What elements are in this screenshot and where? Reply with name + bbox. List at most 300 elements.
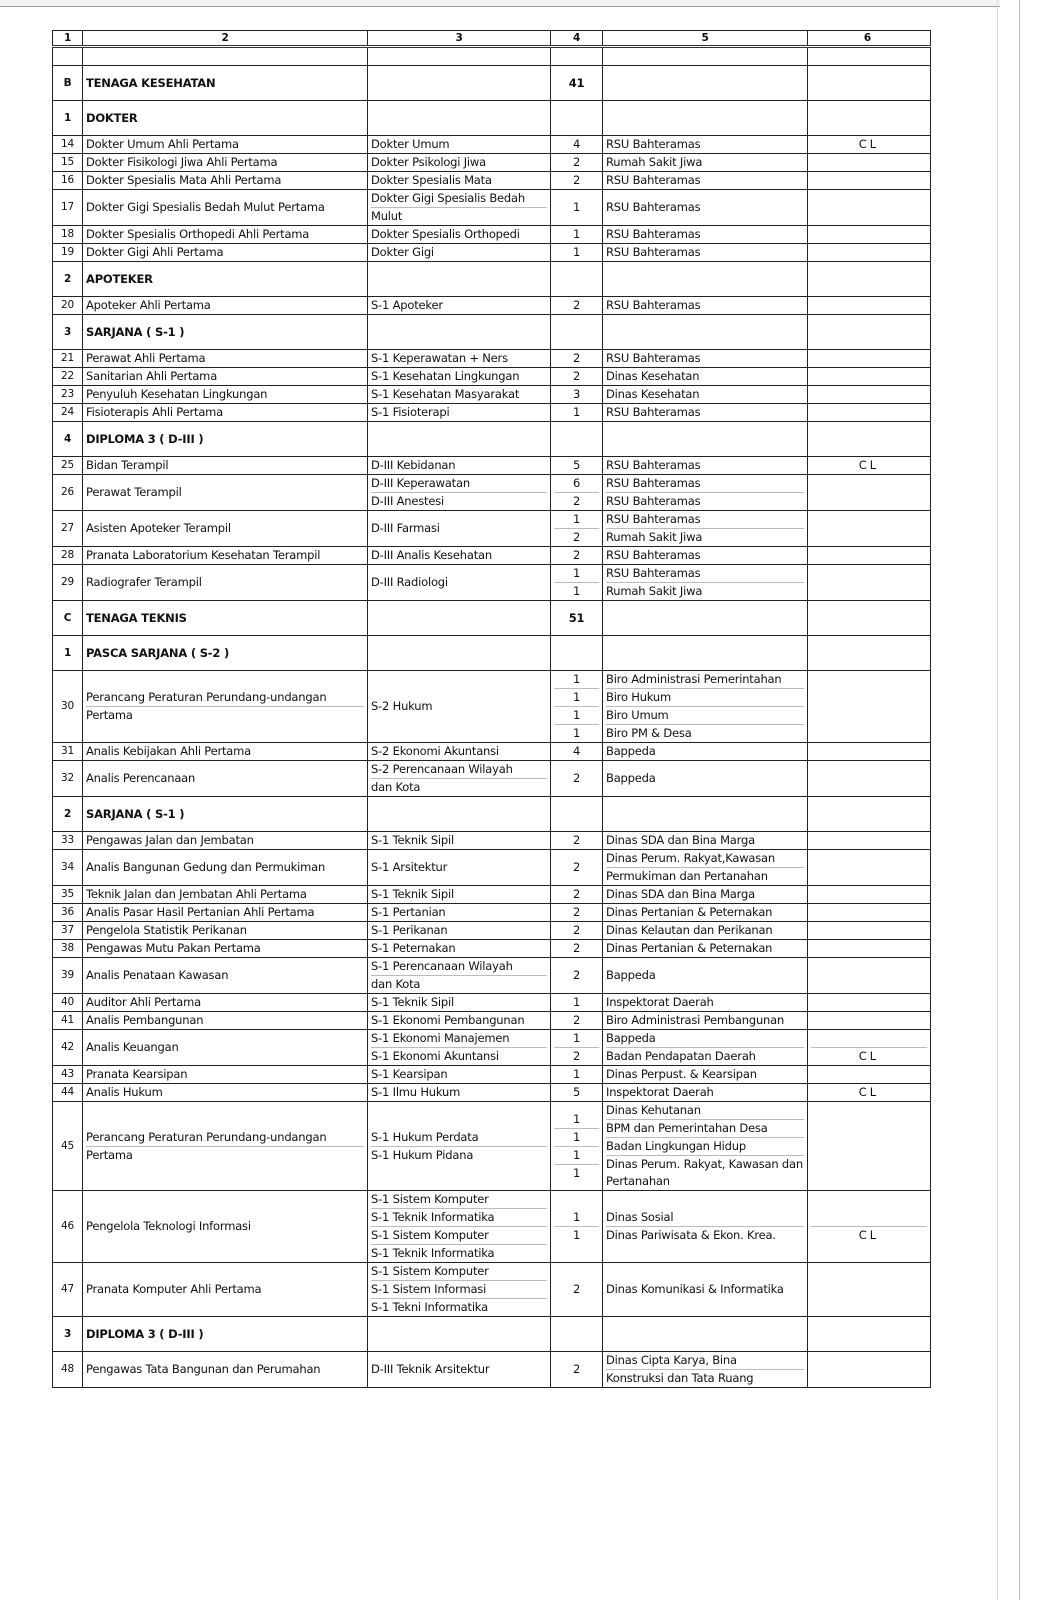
jabatan-line: Fisioterapis Ahli Pertama — [86, 405, 224, 419]
section-row — [53, 636, 931, 671]
jumlah-line: 1 — [554, 671, 599, 689]
unit-line: RSU Bahteramas — [606, 245, 701, 259]
unit-line: Rumah Sakit Jiwa — [606, 155, 703, 169]
unit-line: BPM dan Pemerintahan Desa — [606, 1120, 804, 1138]
ket-line: CL — [858, 1049, 880, 1063]
section-title: TENAGA TEKNIS — [83, 601, 368, 636]
cell-unit — [603, 832, 808, 850]
section-number: 3 — [53, 315, 83, 350]
ket-line — [811, 244, 927, 261]
ket-line — [811, 1030, 927, 1048]
cell-no: 44 — [53, 1084, 83, 1102]
cell-unit — [603, 386, 808, 404]
cell-kualifikasi — [368, 565, 551, 601]
empty-cell — [808, 1317, 931, 1352]
section-title: DIPLOMA 3 ( D-III ) — [83, 422, 368, 457]
kualifikasi-line: D-III Anestesi — [371, 494, 445, 508]
section-row — [53, 66, 931, 101]
table-row — [53, 743, 931, 761]
cell-ket — [808, 350, 931, 368]
cell-ket — [808, 671, 931, 743]
section-title: SARJANA ( S-1 ) — [83, 315, 368, 350]
cell-unit — [603, 1030, 808, 1066]
cell-jabatan — [83, 172, 368, 190]
cell-kualifikasi — [368, 297, 551, 315]
cell-no: 19 — [53, 244, 83, 262]
empty-cell — [603, 1317, 808, 1352]
cell-kualifikasi — [368, 244, 551, 262]
jumlah-line: 2 — [572, 887, 581, 901]
cell-no: 24 — [53, 404, 83, 422]
kualifikasi-line: S-1 Kearsipan — [371, 1067, 448, 1081]
jumlah-line: 5 — [572, 1085, 581, 1099]
cell-no: 34 — [53, 850, 83, 886]
cell-jumlah — [551, 886, 603, 904]
jabatan-line: Perancang Peraturan Perundang-undangan — [86, 1129, 364, 1147]
scan-right-edge — [1019, 0, 1020, 1600]
table-row — [53, 190, 931, 226]
jumlah-line: 1 — [554, 1129, 599, 1147]
cell-no: 26 — [53, 475, 83, 511]
jumlah-line: 1 — [572, 405, 581, 419]
empty-cell — [368, 1317, 551, 1352]
cell-jabatan — [83, 368, 368, 386]
jumlah-line: 2 — [572, 968, 581, 982]
kualifikasi-line: Dokter Spesialis Orthopedi — [371, 227, 520, 241]
jabatan-line: Teknik Jalan dan Jembatan Ahli Pertama — [86, 887, 307, 901]
column-number-header — [53, 31, 931, 47]
cell-no: 43 — [53, 1066, 83, 1084]
cell-ket — [808, 1263, 931, 1317]
unit-line: RSU Bahteramas — [606, 565, 804, 583]
kualifikasi-line: S-1 Teknik Informatika — [371, 1246, 495, 1260]
kualifikasi-line: S-1 Hukum Perdata — [371, 1129, 547, 1147]
cell-no: 42 — [53, 1030, 83, 1066]
empty-cell — [808, 315, 931, 350]
section-total — [551, 262, 603, 297]
kualifikasi-line: S-2 Ekonomi Akuntansi — [371, 744, 499, 758]
empty-cell — [603, 47, 808, 66]
table-row — [53, 940, 931, 958]
cell-unit — [603, 404, 808, 422]
ket-line — [811, 904, 927, 921]
cell-ket — [808, 136, 931, 154]
cell-jabatan — [83, 994, 368, 1012]
section-row — [53, 601, 931, 636]
cell-unit — [603, 671, 808, 743]
section-total — [551, 1317, 603, 1352]
cell-ket — [808, 886, 931, 904]
cell-jabatan — [83, 475, 368, 511]
cell-kualifikasi — [368, 511, 551, 547]
table-row — [53, 886, 931, 904]
jumlah-line: 2 — [572, 1282, 581, 1296]
cell-ket — [808, 958, 931, 994]
cell-jabatan — [83, 350, 368, 368]
jumlah-line: 1 — [554, 707, 599, 725]
cell-unit — [603, 350, 808, 368]
jabatan-line: Dokter Fisikologi Jiwa Ahli Pertama — [86, 155, 278, 169]
ket-line — [811, 520, 927, 537]
cell-jumlah — [551, 350, 603, 368]
jabatan-line: Perawat Terampil — [86, 485, 182, 499]
table-row — [53, 136, 931, 154]
cell-ket — [808, 190, 931, 226]
cell-jabatan — [83, 547, 368, 565]
section-number: 1 — [53, 636, 83, 671]
empty-cell — [368, 47, 551, 66]
jumlah-line: 2 — [572, 298, 581, 312]
cell-jumlah — [551, 761, 603, 797]
jumlah-line: 2 — [572, 941, 581, 955]
cell-unit — [603, 547, 808, 565]
cell-ket — [808, 1352, 931, 1388]
unit-line: RSU Bahteramas — [606, 298, 701, 312]
section-title: DOKTER — [83, 101, 368, 136]
jumlah-line: 1 — [554, 1111, 599, 1129]
cell-jabatan — [83, 886, 368, 904]
ket-line — [811, 199, 927, 216]
cell-ket — [808, 850, 931, 886]
section-total: 41 — [551, 66, 603, 101]
table-row — [53, 547, 931, 565]
jabatan-line: Pengawas Tata Bangunan dan Perumahan — [86, 1362, 321, 1376]
kualifikasi-line: S-1 Kesehatan Masyarakat — [371, 387, 520, 401]
jumlah-line: 2 — [572, 1013, 581, 1027]
kualifikasi-line: dan Kota — [371, 780, 421, 794]
cell-kualifikasi — [368, 1352, 551, 1388]
cell-ket — [808, 244, 931, 262]
cell-no: 25 — [53, 457, 83, 475]
kualifikasi-line: Dokter Psikologi Jiwa — [371, 155, 486, 169]
jumlah-line: 1 — [572, 1165, 581, 1180]
unit-line: Biro PM & Desa — [606, 726, 692, 740]
ket-line — [811, 484, 927, 501]
cell-kualifikasi — [368, 136, 551, 154]
empty-cell — [603, 101, 808, 136]
jumlah-line: 1 — [554, 689, 599, 707]
table-row — [53, 1191, 931, 1263]
kualifikasi-line: dan Kota — [371, 977, 421, 991]
jabatan-line: Auditor Ahli Pertama — [86, 995, 201, 1009]
kualifikasi-line: S-1 Perikanan — [371, 923, 448, 937]
jabatan-line: Sanitarian Ahli Pertama — [86, 369, 218, 383]
unit-line: Dinas Perum. Rakyat, Kawasan dan Pertanahan — [606, 1157, 803, 1188]
kualifikasi-line: D-III Analis Kesehatan — [371, 548, 492, 562]
ket-line — [811, 967, 927, 984]
cell-no: 35 — [53, 886, 83, 904]
jabatan-line: Penyuluh Kesehatan Lingkungan — [86, 387, 268, 401]
ket-line — [811, 922, 927, 939]
jumlah-line: 2 — [572, 173, 581, 187]
header-col-6: 6 — [808, 31, 931, 47]
cell-kualifikasi — [368, 1030, 551, 1066]
kualifikasi-line: S-1 Kesehatan Lingkungan — [371, 369, 520, 383]
empty-cell — [368, 262, 551, 297]
section-number: 2 — [53, 262, 83, 297]
jabatan-line: Bidan Terampil — [86, 458, 169, 472]
cell-ket — [808, 297, 931, 315]
cell-no: 28 — [53, 547, 83, 565]
cell-kualifikasi — [368, 1084, 551, 1102]
cell-jabatan — [83, 244, 368, 262]
kualifikasi-line: S-1 Hukum Pidana — [371, 1147, 474, 1162]
jabatan-line: Pengawas Jalan dan Jembatan — [86, 833, 254, 847]
cell-kualifikasi — [368, 1263, 551, 1317]
cell-jabatan — [83, 297, 368, 315]
unit-line: Biro Hukum — [606, 689, 804, 707]
cell-no: 33 — [53, 832, 83, 850]
table-row — [53, 457, 931, 475]
jumlah-line: 4 — [572, 744, 581, 758]
table-row — [53, 226, 931, 244]
table-row — [53, 404, 931, 422]
kualifikasi-line: D-III Teknik Arsitektur — [371, 1362, 490, 1376]
kualifikasi-line: S-1 Arsitektur — [371, 860, 448, 874]
cell-jumlah — [551, 457, 603, 475]
kualifikasi-line: S-1 Sistem Komputer — [371, 1191, 547, 1209]
cell-ket — [808, 1102, 931, 1191]
table-row — [53, 761, 931, 797]
cell-unit — [603, 994, 808, 1012]
cell-ket — [808, 743, 931, 761]
cell-no: 21 — [53, 350, 83, 368]
kualifikasi-line: S-1 Keperawatan + Ners — [371, 351, 508, 365]
jumlah-line: 2 — [572, 1362, 581, 1376]
unit-line: Dinas SDA dan Bina Marga — [606, 833, 755, 847]
unit-line: Konstruksi dan Tata Ruang — [606, 1371, 754, 1385]
cell-unit — [603, 154, 808, 172]
section-number: 4 — [53, 422, 83, 457]
section-row — [53, 422, 931, 457]
table-row — [53, 1084, 931, 1102]
cell-jabatan — [83, 1352, 368, 1388]
jumlah-line: 2 — [572, 860, 581, 874]
cell-no: 38 — [53, 940, 83, 958]
jumlah-line: 1 — [572, 1067, 581, 1081]
jabatan-line: Pengawas Mutu Pakan Pertama — [86, 941, 261, 955]
table-row — [53, 1352, 931, 1388]
cell-ket — [808, 511, 931, 547]
jabatan-line: Analis Pasar Hasil Pertanian Ahli Pertama — [86, 905, 315, 919]
ket-line — [811, 1209, 927, 1227]
table-row — [53, 1066, 931, 1084]
cell-ket — [808, 1084, 931, 1102]
cell-ket — [808, 922, 931, 940]
cell-jabatan — [83, 1263, 368, 1317]
cell-jabatan — [83, 671, 368, 743]
jabatan-line: Pengelola Teknologi Informasi — [86, 1219, 251, 1233]
section-total — [551, 797, 603, 832]
cell-kualifikasi — [368, 368, 551, 386]
jabatan-line: Analis Penataan Kawasan — [86, 968, 229, 982]
scan-right-edge-inner — [997, 0, 998, 1600]
cell-kualifikasi — [368, 761, 551, 797]
section-number: 3 — [53, 1317, 83, 1352]
kualifikasi-line: Dokter Gigi — [371, 245, 434, 259]
cell-jabatan — [83, 226, 368, 244]
unit-line: Rumah Sakit Jiwa — [606, 530, 703, 544]
empty-cell — [368, 636, 551, 671]
unit-line: Badan Pendapatan Daerah — [606, 1049, 756, 1063]
cell-no: 23 — [53, 386, 83, 404]
cell-kualifikasi — [368, 172, 551, 190]
ket-line — [811, 1012, 927, 1029]
table-row — [53, 368, 931, 386]
cell-unit — [603, 904, 808, 922]
cell-ket — [808, 1030, 931, 1066]
empty-cell — [808, 66, 931, 101]
cell-no: 45 — [53, 1102, 83, 1191]
unit-line: RSU Bahteramas — [606, 137, 701, 151]
table-row — [53, 475, 931, 511]
cell-jumlah — [551, 475, 603, 511]
cell-no: 17 — [53, 190, 83, 226]
kualifikasi-line: S-1 Peternakan — [371, 941, 456, 955]
empty-cell — [603, 636, 808, 671]
jabatan-line: Dokter Spesialis Mata Ahli Pertama — [86, 173, 282, 187]
jabatan-line: Pertama — [86, 1147, 133, 1162]
ket-line — [811, 574, 927, 591]
cell-ket — [808, 994, 931, 1012]
cell-ket — [808, 368, 931, 386]
section-title: TENAGA KESEHATAN — [83, 66, 368, 101]
cell-jumlah — [551, 1263, 603, 1317]
cell-jumlah — [551, 994, 603, 1012]
kualifikasi-line: S-1 Sistem Komputer — [371, 1263, 547, 1281]
empty-cell — [808, 101, 931, 136]
cell-jabatan — [83, 958, 368, 994]
ket-line — [811, 154, 927, 171]
empty-cell — [83, 47, 368, 66]
kualifikasi-line: S-1 Ilmu Hukum — [371, 1085, 461, 1099]
cell-ket — [808, 940, 931, 958]
cell-unit — [603, 1352, 808, 1388]
cell-ket — [808, 457, 931, 475]
empty-cell — [368, 797, 551, 832]
section-total — [551, 315, 603, 350]
jumlah-line: 2 — [572, 155, 581, 169]
cell-ket — [808, 404, 931, 422]
cell-ket — [808, 761, 931, 797]
empty-cell — [53, 47, 83, 66]
ket-line — [811, 386, 927, 403]
section-total — [551, 636, 603, 671]
section-number: 2 — [53, 797, 83, 832]
cell-ket — [808, 154, 931, 172]
cell-jumlah — [551, 244, 603, 262]
cell-jabatan — [83, 154, 368, 172]
kualifikasi-line: S-1 Teknik Sipil — [371, 887, 455, 901]
ket-line — [811, 832, 927, 849]
cell-kualifikasi — [368, 1191, 551, 1263]
empty-cell — [368, 315, 551, 350]
kualifikasi-line: S-1 Apoteker — [371, 298, 443, 312]
jabatan-line: Pengelola Statistik Perikanan — [86, 923, 247, 937]
cell-jumlah — [551, 136, 603, 154]
cell-jumlah — [551, 940, 603, 958]
cell-kualifikasi — [368, 190, 551, 226]
cell-ket — [808, 475, 931, 511]
unit-line: Bappeda — [606, 744, 656, 758]
cell-ket — [808, 1191, 931, 1263]
cell-jumlah — [551, 190, 603, 226]
cell-unit — [603, 1066, 808, 1084]
jumlah-line: 2 — [572, 351, 581, 365]
jabatan-line: Pertama — [86, 708, 133, 722]
empty-cell — [603, 601, 808, 636]
ket-line — [811, 350, 927, 367]
cell-jumlah — [551, 743, 603, 761]
table-row — [53, 1030, 931, 1066]
kualifikasi-line: S-1 Fisioterapi — [371, 405, 450, 419]
cell-jumlah — [551, 904, 603, 922]
jabatan-line: Dokter Spesialis Orthopedi Ahli Pertama — [86, 227, 310, 241]
jabatan-line: Dokter Gigi Spesialis Bedah Mulut Pertama — [86, 200, 325, 214]
unit-line: RSU Bahteramas — [606, 511, 804, 529]
cell-kualifikasi — [368, 958, 551, 994]
section-total — [551, 422, 603, 457]
unit-line: Dinas Cipta Karya, Bina — [606, 1352, 804, 1370]
jumlah-line: 2 — [572, 494, 581, 508]
jumlah-line: 4 — [572, 137, 581, 151]
cell-unit — [603, 743, 808, 761]
ket-line — [811, 1066, 927, 1083]
empty-cell — [808, 797, 931, 832]
kualifikasi-line: S-1 Teknik Sipil — [371, 995, 455, 1009]
kualifikasi-line: Dokter Umum — [371, 137, 450, 151]
cell-kualifikasi — [368, 671, 551, 743]
jabatan-line: Pranata Kearsipan — [86, 1067, 188, 1081]
cell-unit — [603, 1102, 808, 1191]
ket-line — [811, 994, 927, 1011]
jumlah-line: 6 — [554, 475, 599, 493]
empty-cell — [603, 422, 808, 457]
formation-table — [52, 30, 931, 1388]
cell-ket — [808, 904, 931, 922]
ket-line: CL — [858, 137, 880, 151]
cell-jabatan — [83, 940, 368, 958]
jumlah-line: 2 — [572, 771, 581, 785]
cell-jabatan — [83, 1084, 368, 1102]
table-row — [53, 244, 931, 262]
section-title: SARJANA ( S-1 ) — [83, 797, 368, 832]
cell-no: 15 — [53, 154, 83, 172]
jumlah-line: 1 — [572, 995, 581, 1009]
cell-jumlah — [551, 154, 603, 172]
jumlah-line: 1 — [554, 565, 599, 583]
cell-jumlah — [551, 386, 603, 404]
table-row — [53, 904, 931, 922]
cell-jumlah — [551, 297, 603, 315]
table-row — [53, 386, 931, 404]
empty-cell — [603, 262, 808, 297]
cell-jumlah — [551, 671, 603, 743]
section-number: C — [53, 601, 83, 636]
kualifikasi-line: S-1 Perencanaan Wilayah — [371, 958, 547, 976]
jumlah-line: 1 — [554, 1147, 599, 1165]
ket-line: CL — [858, 458, 880, 472]
kualifikasi-line: S-1 Tekni Informatika — [371, 1300, 488, 1314]
jumlah-line: 2 — [572, 1049, 581, 1063]
jabatan-line: Dokter Umum Ahli Pertama — [86, 137, 239, 151]
unit-line: RSU Bahteramas — [606, 494, 701, 508]
empty-cell — [603, 315, 808, 350]
cell-jabatan — [83, 404, 368, 422]
cell-kualifikasi — [368, 850, 551, 886]
cell-jumlah — [551, 368, 603, 386]
unit-line: Dinas Kesehatan — [606, 369, 700, 383]
